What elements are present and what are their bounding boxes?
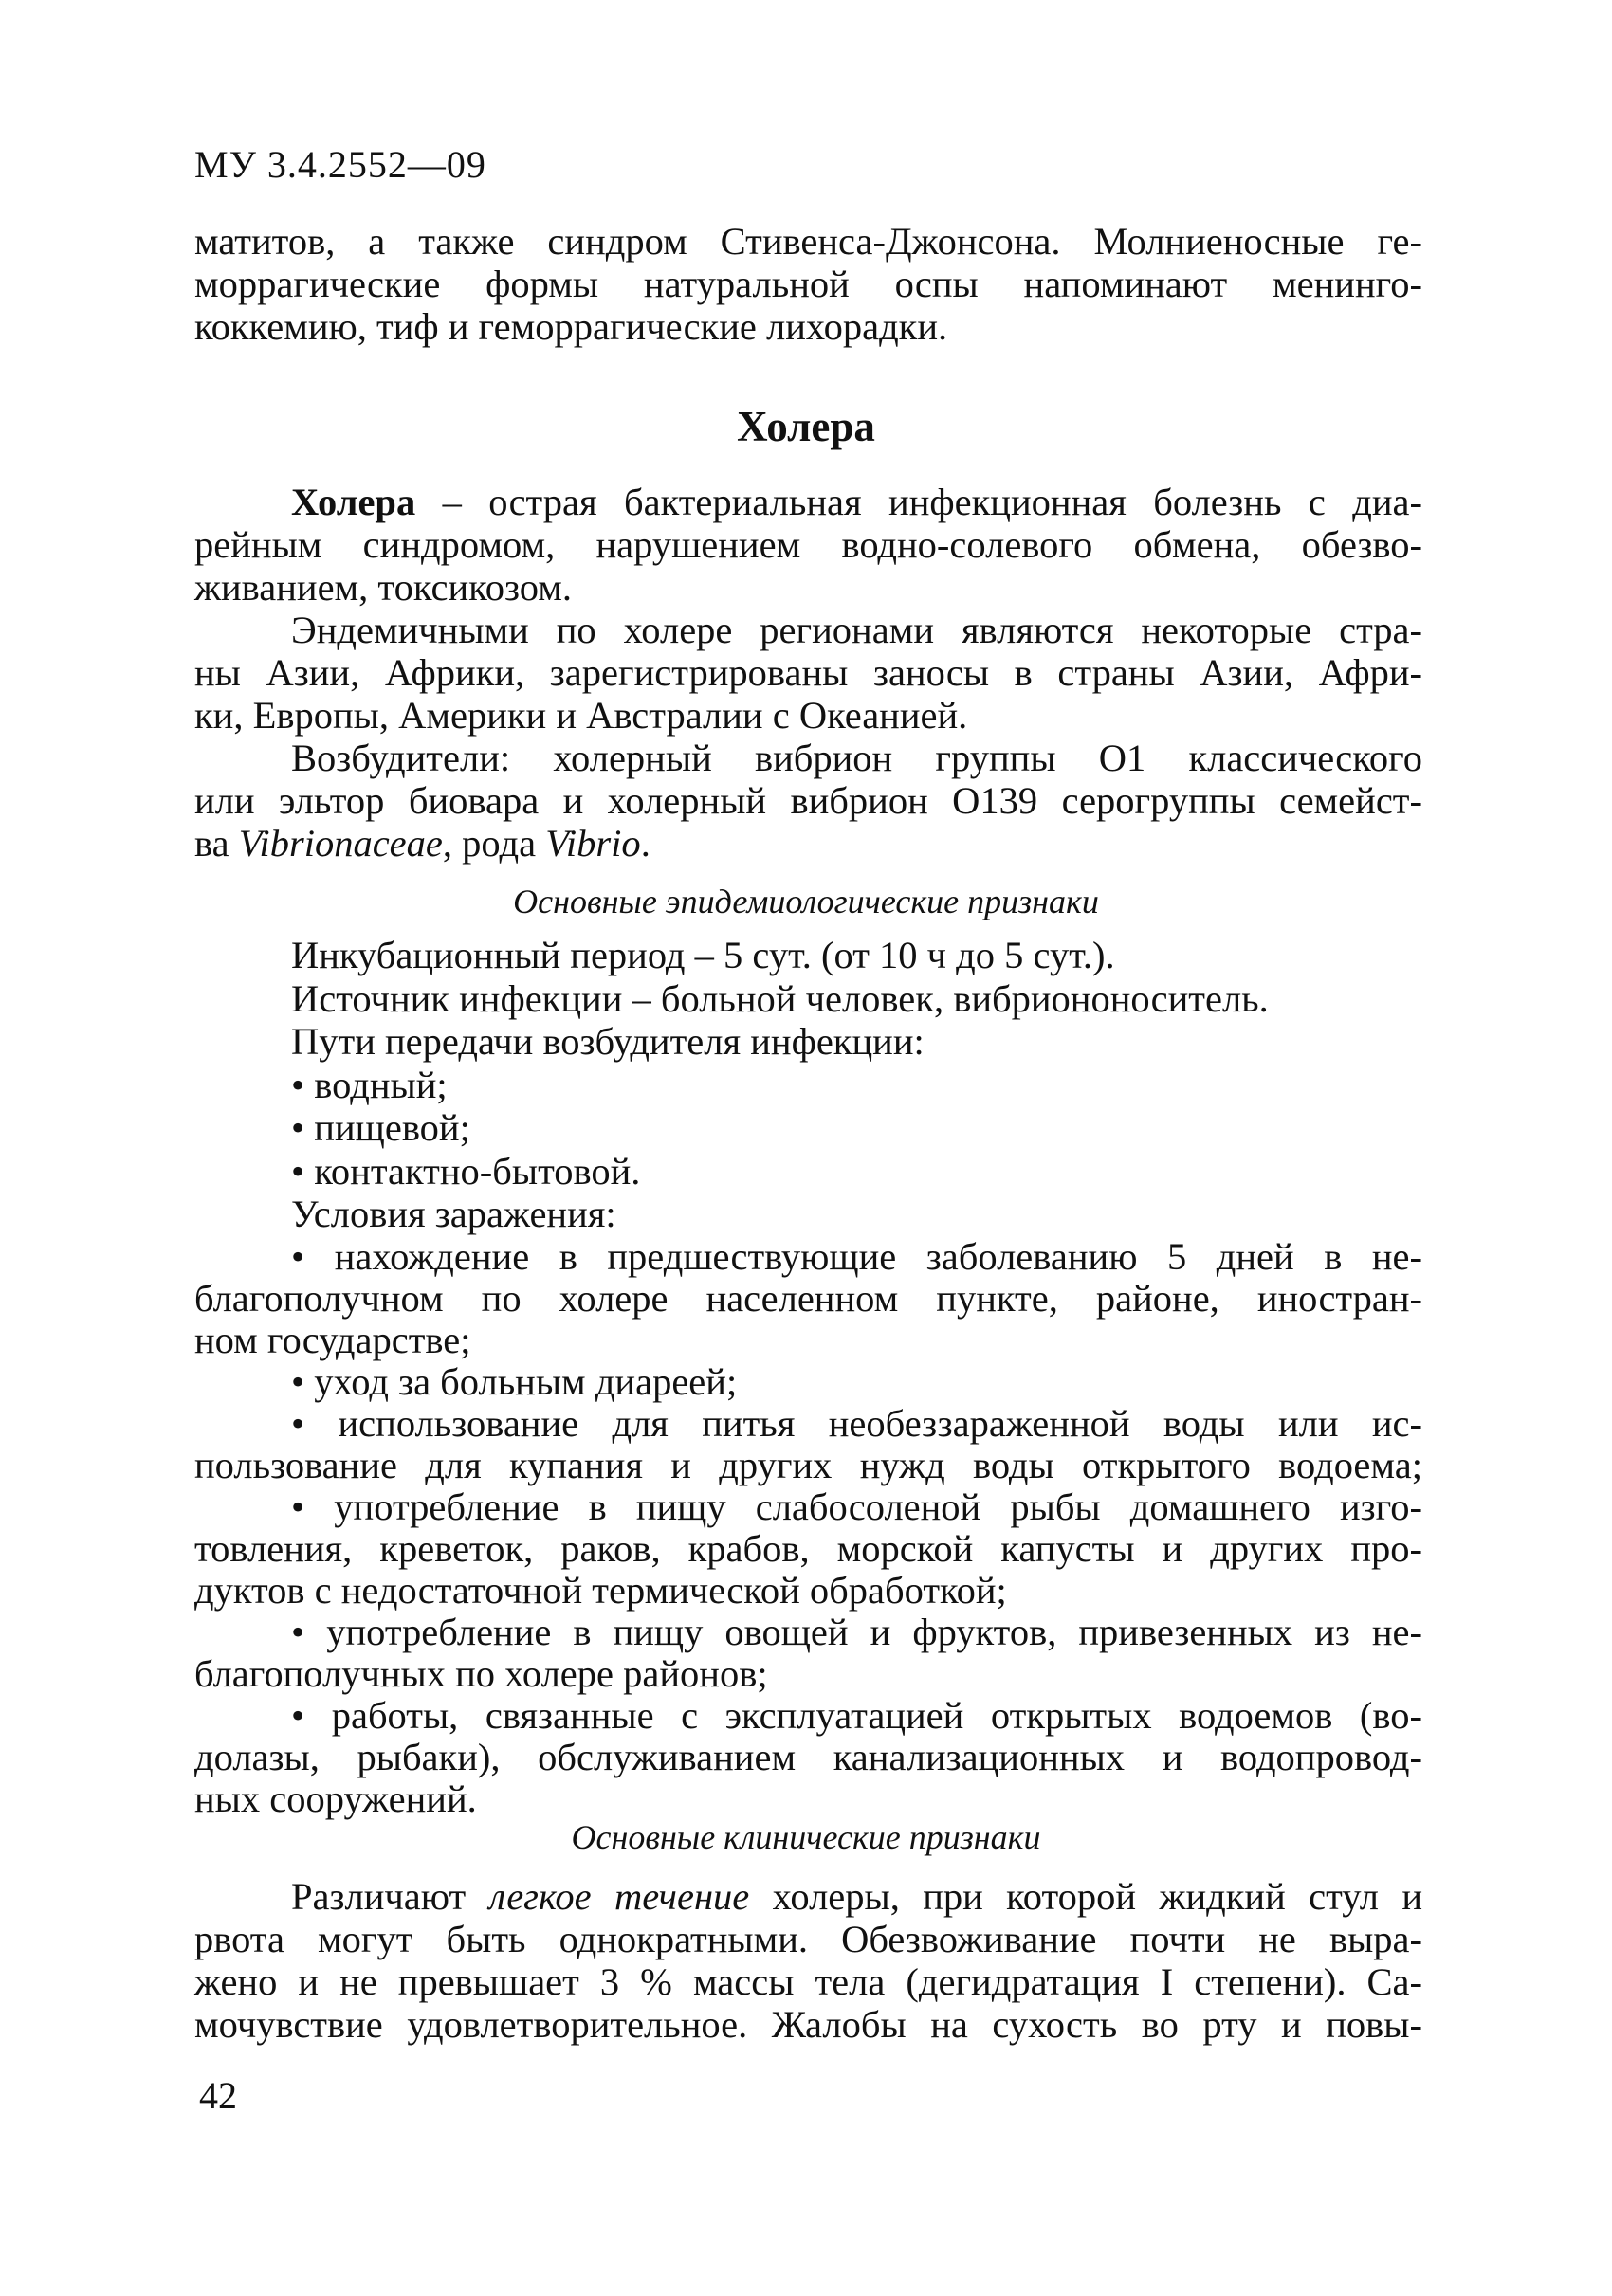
text-line: матитов, а также синдром Стивенса-Джонсона. Молниеносные ге- bbox=[194, 220, 1422, 263]
document-code-header: МУ 3.4.2552—09 bbox=[194, 143, 486, 186]
text-line: Условия заражения: bbox=[291, 1193, 616, 1235]
text-line: ном государстве; bbox=[194, 1319, 471, 1361]
text-line: рвота могут быть однократными. Обезвоживание почти не выра- bbox=[194, 1918, 1422, 1960]
text-line: дуктов с недостаточной термической обработкой; bbox=[194, 1569, 1007, 1612]
definition-paragraph bbox=[194, 481, 1422, 609]
family-name: Vibrionaceae bbox=[238, 822, 443, 865]
text-line: коккемию, тиф и геморрагические лихорадки. bbox=[194, 305, 948, 348]
list-item: • водный; bbox=[291, 1063, 448, 1106]
text-line: моррагические формы натуральной оспы напоминают менинго- bbox=[194, 263, 1422, 305]
list-item: • работы, связанные с эксплуатацией открытых водоемов (во- bbox=[291, 1694, 1422, 1737]
text-line: жено и не превышает 3 % массы тела (дегидратация I степени). Са- bbox=[194, 1960, 1422, 2003]
text-line: Эндемичными по холере регионами являются некоторые стра- bbox=[291, 609, 1422, 651]
list-item: • пищевой; bbox=[291, 1106, 470, 1149]
text-line: Инкубационный период – 5 сут. (от 10 ч до 5 сут.). bbox=[291, 934, 1115, 976]
text-line: долазы, рыбаки), обслуживанием канализационных и водопровод- bbox=[194, 1736, 1422, 1778]
page-number: 42 bbox=[199, 2074, 237, 2117]
list-item: • использование для питья необеззараженной воды или ис- bbox=[291, 1402, 1422, 1445]
endemic-paragraph bbox=[194, 609, 1422, 737]
intro-paragraph bbox=[194, 220, 1422, 348]
genus-name: Vibrio bbox=[545, 822, 641, 865]
text-line: благополучном по холере населенном пункте, районе, иностран- bbox=[194, 1277, 1422, 1320]
text-line: мочувствие удовлетворительное. Жалобы на сухость во рту и повы- bbox=[194, 2003, 1422, 2046]
clinical-paragraph bbox=[194, 1875, 1422, 2046]
defined-term: Холера bbox=[291, 481, 416, 523]
section-title: Холера bbox=[737, 403, 875, 450]
text-line: товления, креветок, раков, крабов, морской капусты и других про- bbox=[194, 1527, 1422, 1570]
text-line: благополучных по холере районов; bbox=[194, 1652, 768, 1695]
list-item: • употребление в пищу слабосоленой рыбы домашнего изго- bbox=[291, 1485, 1422, 1528]
epidemiological-heading: Основные эпидемиологические признаки bbox=[513, 883, 1099, 920]
pathogen-paragraph bbox=[194, 737, 1422, 865]
epidemiological-list bbox=[194, 934, 1422, 1236]
text-line: ны Азии, Африки, зарегистрированы заносы в страны Азии, Афри- bbox=[194, 651, 1422, 694]
text-line: или эльтор биовара и холерный вибрион О139 серогруппы семейст- bbox=[194, 779, 1422, 822]
list-item: • употребление в пищу овощей и фруктов, привезенных из не- bbox=[291, 1611, 1422, 1653]
text-line: Источник инфекции – больной человек, вибриононоситель. bbox=[291, 976, 1269, 1020]
text-line: Возбудители: холерный вибрион группы О1 классического bbox=[291, 737, 1422, 779]
text-line: ки, Европы, Америки и Австралии с Океанией. bbox=[194, 694, 968, 737]
list-item: • контактно-бытовой. bbox=[291, 1149, 641, 1193]
infection-conditions-list bbox=[194, 1236, 1422, 1820]
text-line: рейным синдромом, нарушением водно-солевого обмена, обезво- bbox=[194, 523, 1422, 566]
list-item: • нахождение в предшествующие заболеванию 5 дней в не- bbox=[291, 1235, 1422, 1278]
text-line: живанием, токсикозом. bbox=[194, 566, 573, 609]
text-line: Различают легкое течение холеры, при которой жидкий стул и bbox=[291, 1875, 1422, 1918]
emphasized-term: легкое течение bbox=[488, 1875, 750, 1918]
text-line: пользование для купания и других нужд воды открытого водоема; bbox=[194, 1444, 1422, 1486]
text-line: ва Vibrionaceae, рода Vibrio. bbox=[194, 822, 650, 865]
text-line: Пути передачи возбудителя инфекции: bbox=[291, 1020, 925, 1063]
text-line: Холера – острая бактериальная инфекционная болезнь с диа- bbox=[291, 481, 1422, 523]
list-item: • уход за больным диареей; bbox=[291, 1360, 738, 1403]
clinical-heading: Основные клинические признаки bbox=[571, 1818, 1041, 1856]
text-line: ных сооружений. bbox=[194, 1777, 477, 1820]
